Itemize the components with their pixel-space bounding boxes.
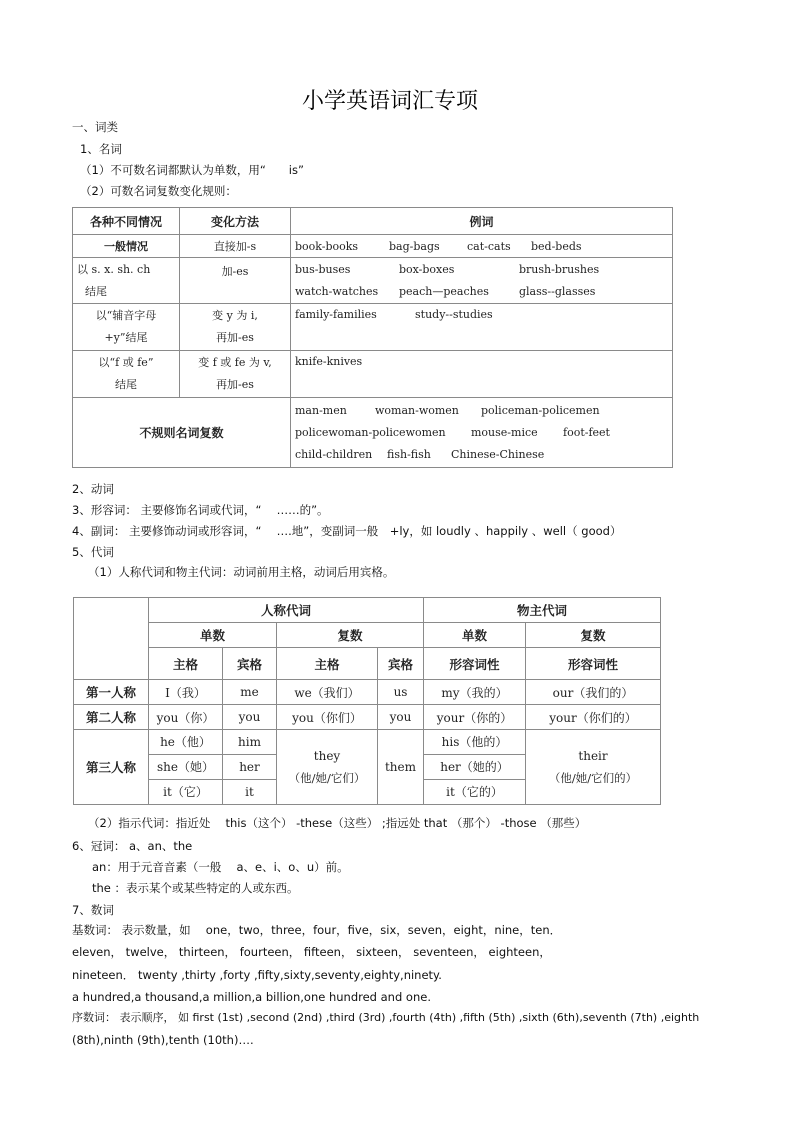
example-word: book-books — [295, 239, 359, 253]
noun-rule-1: （1）不可数名词都默认为单数，用“ is” — [80, 163, 304, 177]
method-text: 再加-es — [216, 331, 254, 344]
row-label-first: 第一人称 — [74, 680, 149, 705]
corner-cell — [74, 598, 149, 680]
pronoun-cell: our（我们的） — [526, 680, 661, 705]
heading-numeral: 7、数词 — [72, 903, 114, 917]
header-adjective: 形容词性 — [526, 648, 661, 680]
heading-article: 6、冠词： a、an、the — [72, 839, 193, 853]
noun-rule-2: （2）可数名词复数变化规则： — [80, 184, 237, 198]
heading-noun: 1、名词 — [80, 142, 122, 156]
case-cell — [73, 258, 180, 304]
table-row — [73, 208, 673, 235]
plural-rules-table — [72, 207, 673, 468]
header-examples: 例词 — [291, 208, 673, 235]
pronoun-rule-2: （2）指示代词：指近处 this（这个） -these（这些） ;指远处 that （那个） -those （那些） — [88, 816, 587, 830]
example-word: mouse-mice — [471, 425, 538, 439]
case-text: +y”结尾 — [104, 331, 148, 344]
examples-cell — [291, 258, 673, 304]
pronoun-cell: it（它） — [163, 785, 208, 799]
header-plural: 复数 — [526, 623, 661, 648]
pronoun-cell: you — [223, 705, 277, 730]
pronoun-text: （他/她/它们） — [288, 771, 366, 785]
examples-cell — [291, 351, 673, 398]
pronoun-cell: you（你们） — [277, 705, 378, 730]
pronoun-cell: him — [223, 730, 276, 755]
case-cell: 不规则名词复数 — [73, 398, 291, 468]
example-word: bag-bags — [389, 239, 440, 253]
pronoun-cell: them — [378, 730, 424, 805]
table-row — [74, 680, 661, 705]
heading-adjective: 3、形容词： 主要修饰名词或代词，“ ……的”。 — [72, 503, 329, 517]
example-word: family-families — [295, 308, 377, 321]
header-object: 宾格 — [223, 648, 277, 680]
table-row — [74, 730, 661, 805]
heading-adverb: 4、副词： 主要修饰动词或形容词，“ ….地”，变副词一般 +ly，如 loudly 、happily 、well（ good） — [72, 524, 622, 538]
table-row — [73, 258, 673, 304]
example-word: policewoman-policewomen — [295, 425, 446, 439]
case-cell: 一般情况 — [73, 235, 180, 258]
pronoun-cell — [526, 730, 661, 805]
row-label-third: 第三人称 — [74, 730, 149, 805]
pronoun-cell: it（它的） — [446, 785, 503, 799]
pronoun-stack — [149, 730, 223, 805]
header-plural: 复数 — [277, 623, 424, 648]
example-word: woman-women — [375, 403, 459, 417]
pronoun-cell: it — [245, 785, 254, 799]
heading-verb: 2、动词 — [72, 482, 114, 496]
table-row — [74, 648, 661, 680]
method-text: 变 y 为 i, — [212, 309, 258, 322]
pronoun-cell: his（他的） — [424, 730, 525, 755]
header-method: 变化方法 — [180, 208, 291, 235]
method-cell: 加-es — [180, 258, 291, 304]
cardinal-line-1: 基数词： 表示数量，如 one，two，three，four，five，six，seven，eight，nine，ten． — [72, 923, 562, 937]
example-word: box-boxes — [399, 262, 455, 276]
ordinal-line-2: (8th),ninth (9th),tenth (10th)…. — [72, 1033, 254, 1047]
row-label-second: 第二人称 — [74, 705, 149, 730]
example-word: study--studies — [415, 308, 493, 321]
header-object: 宾格 — [378, 648, 424, 680]
case-text: 结尾 — [85, 284, 107, 298]
example-word: policeman-policemen — [481, 403, 600, 417]
pronoun-rule-1: （1）人称代词和物主代词：动词前用主格，动词后用宾格。 — [88, 565, 395, 579]
pronoun-cell: me — [223, 680, 277, 705]
pronoun-cell: my（我的） — [424, 680, 526, 705]
table-row — [74, 705, 661, 730]
method-text: 变 f 或 fe 为 v, — [198, 356, 272, 369]
header-adjective: 形容词性 — [424, 648, 526, 680]
case-text: 以“f 或 fe” — [98, 356, 154, 369]
example-word: child-children — [295, 447, 373, 461]
pronoun-cell: you（你） — [149, 705, 223, 730]
pronoun-cell: you — [378, 705, 424, 730]
table-row — [73, 304, 673, 351]
page-title: 小学英语词汇专项 — [302, 89, 479, 114]
example-word: brush-brushes — [519, 262, 600, 276]
cardinal-line-2: eleven， twelve， thirteen， fourteen， fifteen， sixteen， seventeen， eighteen， — [72, 945, 551, 959]
heading-pronoun: 5、代词 — [72, 545, 114, 559]
pronoun-cell: we（我们） — [277, 680, 378, 705]
article-an: an：用于元音音素（一般 a、e、i、o、u）前。 — [92, 860, 349, 874]
pronoun-cell: her — [223, 755, 276, 780]
pronoun-cell — [277, 730, 378, 805]
header-singular: 单数 — [149, 623, 277, 648]
cardinal-line-3: nineteen． twenty ,thirty ,forty ,fifty,sixty,seventy,eighty,ninety. — [72, 968, 442, 982]
cardinal-line-4: a hundred,a thousand,a million,a billion,one hundred and one. — [72, 990, 431, 1004]
example-word: bus-buses — [295, 262, 351, 276]
pronoun-text: they — [313, 749, 341, 763]
pronoun-text: their — [578, 749, 608, 763]
table-row — [73, 398, 673, 468]
pronoun-cell: her（她的） — [424, 755, 525, 780]
table-row — [73, 235, 673, 258]
article-the: the ：表示某个或某些特定的人或东西。 — [92, 881, 299, 895]
pronoun-cell: us — [378, 680, 424, 705]
pronoun-cell: your（你们的） — [526, 705, 661, 730]
examples-cell — [291, 235, 673, 258]
table-row — [73, 351, 673, 398]
example-word: man-men — [295, 403, 347, 417]
header-subject: 主格 — [149, 648, 223, 680]
example-word: foot-feet — [563, 425, 610, 439]
example-word: glass--glasses — [519, 284, 596, 298]
pronoun-cell: he（他） — [149, 730, 222, 755]
method-text: 再加-es — [216, 378, 254, 391]
example-word: watch-watches — [295, 284, 379, 298]
pronoun-cell: your（你的） — [424, 705, 526, 730]
examples-cell — [291, 304, 673, 351]
pronoun-stack — [424, 730, 526, 805]
table-row — [74, 598, 661, 623]
pronoun-text: （他/她/它们的） — [548, 771, 638, 785]
header-case: 各种不同情况 — [73, 208, 180, 235]
header-singular: 单数 — [424, 623, 526, 648]
example-word: peach—peaches — [399, 284, 489, 298]
header-subject: 主格 — [277, 648, 378, 680]
example-word: knife-knives — [295, 355, 363, 368]
case-text: 以 s. x. sh. ch — [77, 262, 151, 276]
pronoun-table — [73, 597, 661, 805]
example-word: fish-fish — [387, 447, 431, 461]
group-possessive: 物主代词 — [424, 598, 661, 623]
pronoun-cell: she（她） — [149, 755, 222, 780]
examples-cell — [291, 398, 673, 468]
method-cell — [180, 351, 291, 398]
case-cell — [73, 351, 180, 398]
method-cell — [180, 304, 291, 351]
ordinal-line-1: 序数词： 表示顺序， 如 first (1st) ,second (2nd) ,third (3rd) ,fourth (4th) ,fifth (5th) ,sixth (6th),seventh (7th) ,eighth — [72, 1011, 700, 1024]
pronoun-cell: I（我） — [149, 680, 223, 705]
example-word: Chinese-Chinese — [451, 447, 545, 461]
method-cell: 直接加-s — [180, 235, 291, 258]
table-row — [74, 623, 661, 648]
section-word-class: 一、词类 — [72, 120, 118, 134]
pronoun-stack — [223, 730, 277, 805]
case-cell — [73, 304, 180, 351]
case-text: 以“辅音字母 — [95, 309, 157, 322]
example-word: cat-cats — [467, 239, 511, 253]
group-personal: 人称代词 — [149, 598, 424, 623]
case-text: 结尾 — [115, 378, 137, 391]
example-word: bed-beds — [531, 239, 582, 253]
